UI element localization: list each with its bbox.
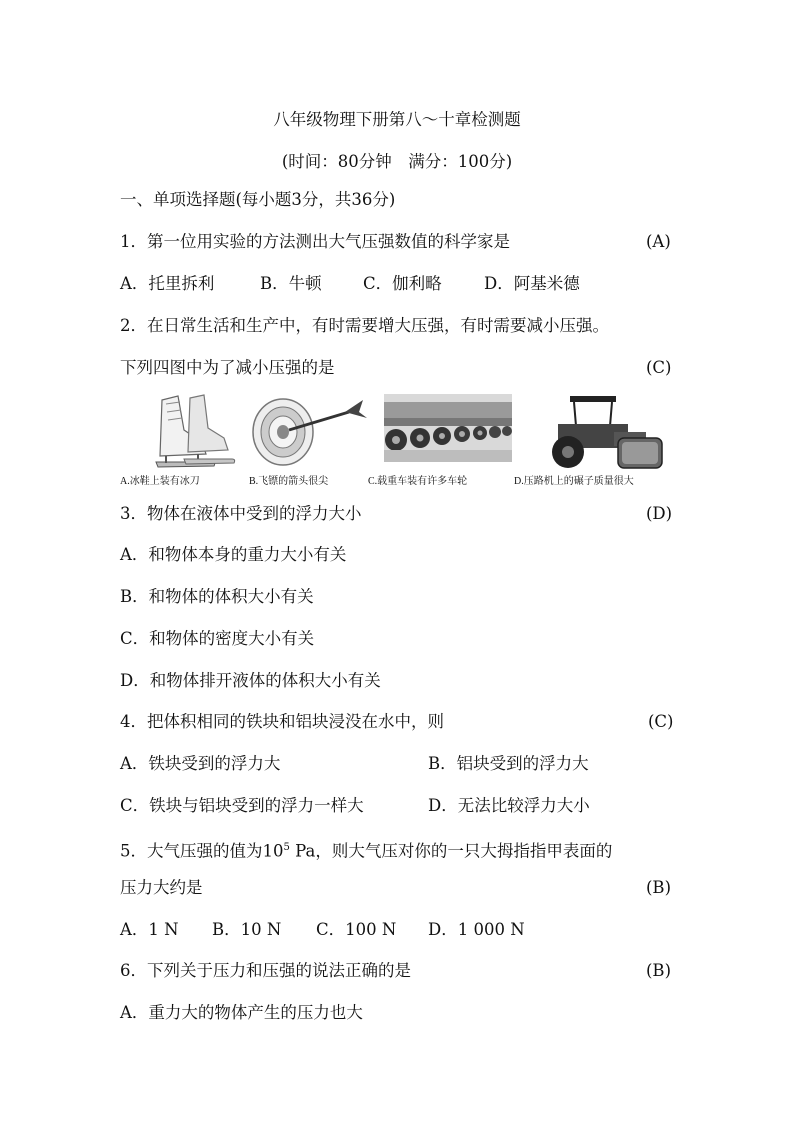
ice-skate-image: [120, 392, 245, 472]
question-6-stem: 6．下列关于压力和压强的说法正确的是: [120, 961, 411, 980]
question-3-answer: (D): [646, 504, 673, 523]
question-4-answer: (C): [648, 712, 674, 731]
dart-target-image: [245, 392, 380, 472]
question-3-stem: 3．物体在液体中受到的浮力大小: [120, 504, 362, 523]
figure-caption-c: C.载重车装有许多车轮: [368, 476, 468, 487]
question-1-answer: (A): [646, 232, 671, 251]
question-2-figures: [120, 392, 676, 486]
question-1-option-d: D．阿基米德: [484, 274, 580, 293]
question-4-option-a: A．铁块受到的浮力大: [120, 754, 281, 773]
question-1-option-b: B．牛顿: [260, 274, 322, 293]
question-5-stem-part2: Pa，则大气压对你的一只大拇指指甲表面的: [289, 841, 613, 861]
question-1-stem: 1．第一位用实验的方法测出大气压强数值的科学家是: [120, 232, 510, 251]
figure-caption-a: A.冰鞋上装有冰刀: [120, 476, 200, 487]
question-2-answer: (C): [646, 358, 672, 377]
section-heading: 一、单项选择题(每小题3分，共36分): [120, 190, 396, 209]
question-5-option-c: C．100 N: [316, 920, 397, 939]
figure-dart: [245, 392, 380, 486]
question-4-stem: 4．把体积相同的铁块和铝块浸没在水中，则: [120, 712, 444, 731]
question-4-option-b: B．铝块受到的浮力大: [428, 754, 589, 773]
figure-road-roller: [514, 392, 678, 487]
question-5-option-a: A．1 N: [120, 920, 179, 939]
question-5-stem-line1: [120, 836, 612, 864]
question-2-stem-line1: 2．在日常生活和生产中，有时需要增大压强，有时需要减小压强。: [120, 316, 609, 335]
figure-ice-skate: [120, 392, 245, 486]
question-4-option-c: C．铁块与铝块受到的浮力一样大: [120, 796, 364, 815]
question-5-exponent: 5: [283, 842, 290, 853]
question-3-option-c: C．和物体的密度大小有关: [120, 629, 315, 648]
question-5-answer: (B): [646, 878, 671, 897]
figure-caption-b: B.飞镖的箭头很尖: [249, 476, 329, 487]
question-3-option-a: A．和物体本身的重力大小有关: [120, 545, 347, 564]
question-1-option-a: A．托里拆利: [120, 274, 215, 293]
page-subtitle: (时间：80分钟 满分：100分): [281, 152, 513, 171]
question-5-option-b: B．10 N: [212, 920, 282, 939]
question-2-stem-line2: 下列四图中为了减小压强的是: [120, 358, 335, 377]
question-1-option-c: C．伽利略: [363, 274, 442, 293]
question-3-option-d: D．和物体排开液体的体积大小有关: [120, 671, 381, 690]
question-6-option-a: A．重力大的物体产生的压力也大: [120, 1003, 363, 1022]
heavy-truck-image: [382, 392, 517, 472]
figure-truck: [368, 392, 517, 487]
road-roller-image: [518, 392, 678, 472]
question-5-stem-line2: 压力大约是: [120, 878, 203, 897]
question-4-option-d: D．无法比较浮力大小: [428, 796, 590, 815]
figure-caption-d: D.压路机上的碾子质量很大: [514, 476, 634, 487]
question-5-stem-part1: 5．大气压强的值为10: [120, 841, 284, 861]
question-5-option-d: D．1 000 N: [428, 920, 525, 939]
page-title: 八年级物理下册第八～十章检测题: [273, 110, 521, 129]
question-3-option-b: B．和物体的体积大小有关: [120, 587, 314, 606]
question-6-answer: (B): [646, 961, 671, 980]
